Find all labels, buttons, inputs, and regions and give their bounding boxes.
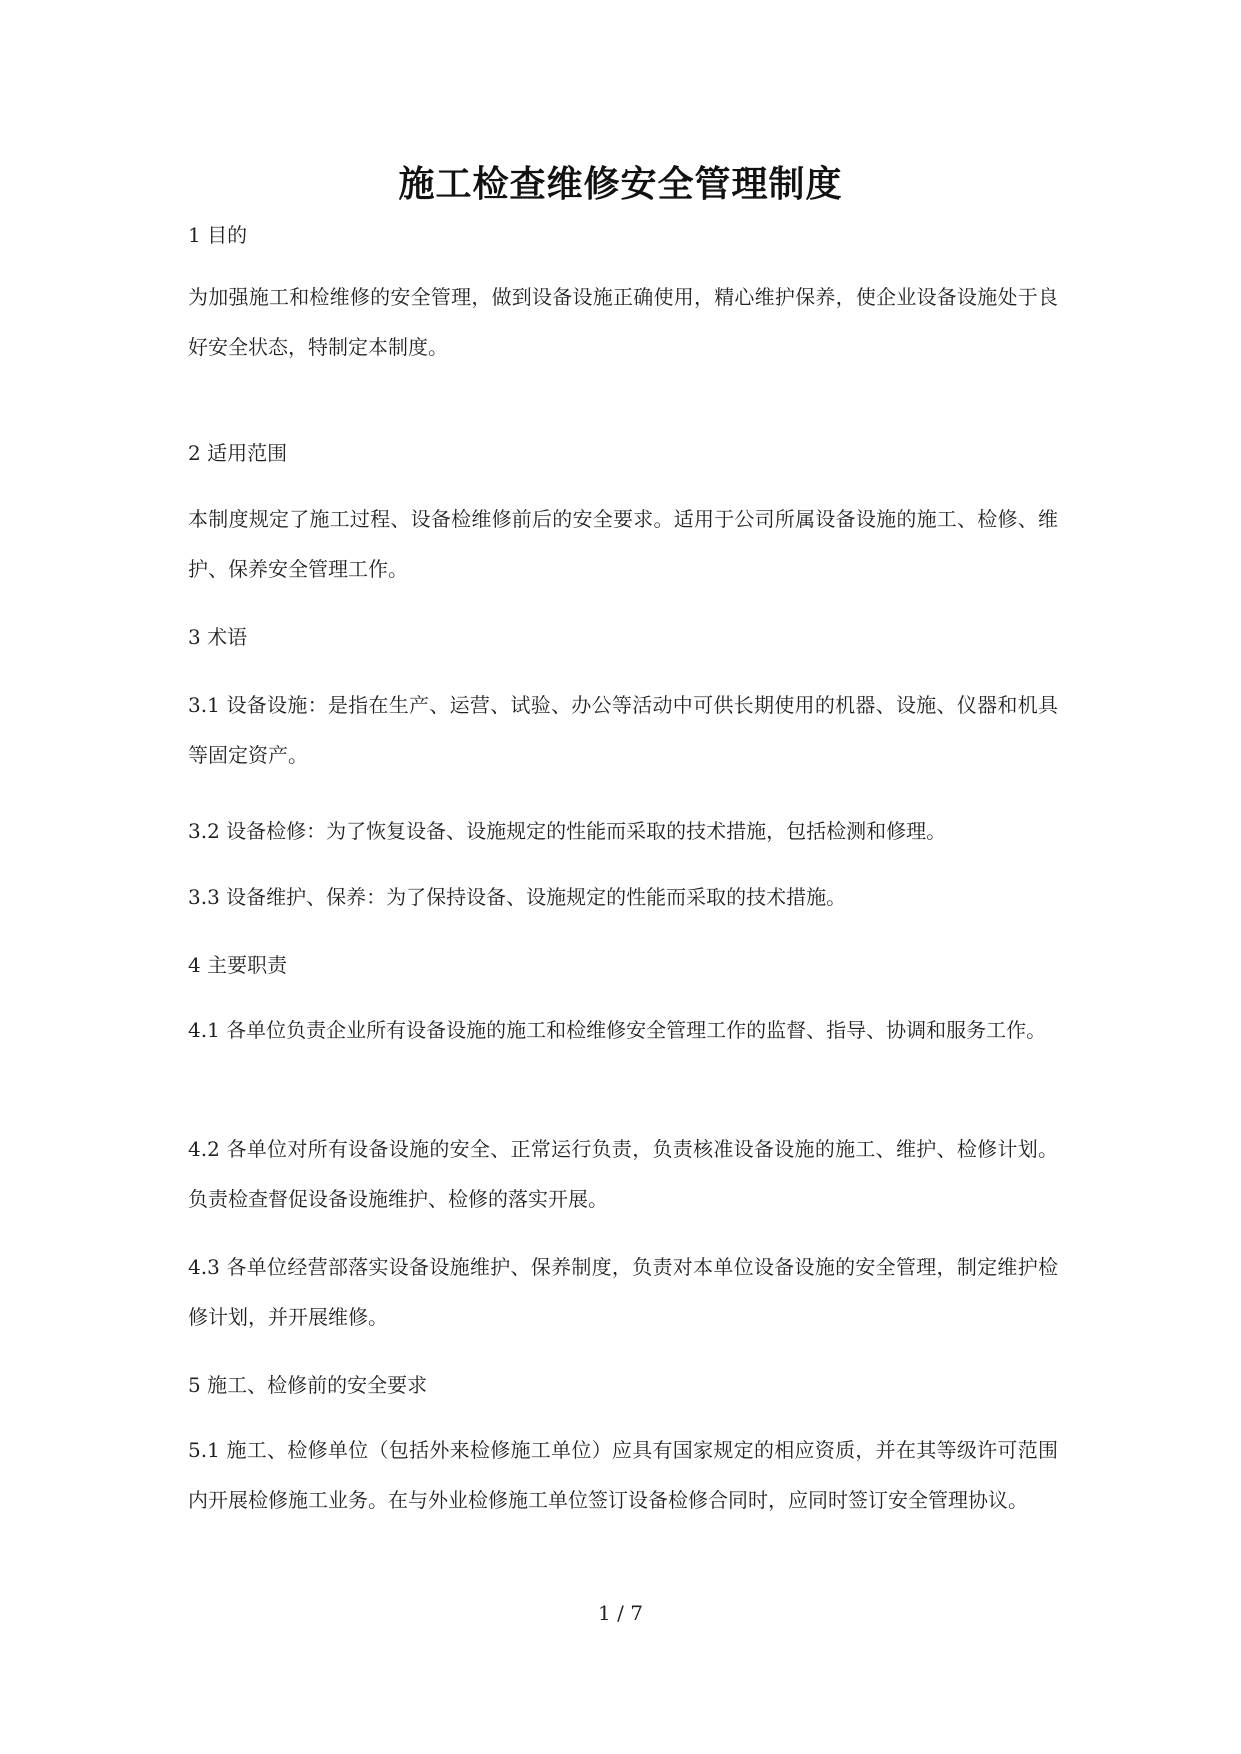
section-heading-scope: 2 适用范围 xyxy=(188,441,288,465)
section-heading-pre-work: 5 施工、检修前的安全要求 xyxy=(188,1373,428,1397)
section-heading-duties: 4 主要职责 xyxy=(188,953,288,977)
duty-4-2: 4.2 各单位对所有设备设施的安全、正常运行负责，负责核准设备设施的施工、维护、检修计划。负责检查督促设备设施维护、检修的落实开展。 xyxy=(188,1137,1058,1211)
duty-4-3: 4.3 各单位经营部落实设备设施维护、保养制度，负责对本单位设备设施的安全管理，制定维护检修计划，并开展维修。 xyxy=(188,1255,1058,1329)
section-heading-terms: 3 术语 xyxy=(188,625,248,649)
duty-4-1: 4.1 各单位负责企业所有设备设施的施工和检维修安全管理工作的监督、指导、协调和服务工作。 xyxy=(188,1018,1047,1042)
term-3-2: 3.2 设备检修：为了恢复设备、设施规定的性能而采取的技术措施，包括检测和修理。 xyxy=(188,819,947,843)
term-3-1: 3.1 设备设施：是指在生产、运营、试验、办公等活动中可供长期使用的机器、设施、仪器和机具等固定资产。 xyxy=(188,693,1058,767)
section-text-scope: 本制度规定了施工过程、设备检维修前后的安全要求。适用于公司所属设备设施的施工、检修、维护、保养安全管理工作。 xyxy=(188,507,1058,581)
document-title: 施工检查维修安全管理制度 xyxy=(398,163,843,205)
page-number: 1 / 7 xyxy=(598,1601,643,1625)
requirement-5-1: 5.1 施工、检修单位（包括外来检修施工单位）应具有国家规定的相应资质，并在其等级许可范围内开展检修施工业务。在与外业检修施工单位签订设备检修合同时，应同时签订安全管理协议。 xyxy=(188,1438,1058,1512)
section-heading-purpose: 1 目的 xyxy=(188,223,248,247)
section-text-purpose: 为加强施工和检维修的安全管理，做到设备设施正确使用，精心维护保养，使企业设备设施处于良好安全状态，特制定本制度。 xyxy=(188,285,1058,359)
term-3-3: 3.3 设备维护、保养：为了保持设备、设施规定的性能而采取的技术措施。 xyxy=(188,885,847,909)
